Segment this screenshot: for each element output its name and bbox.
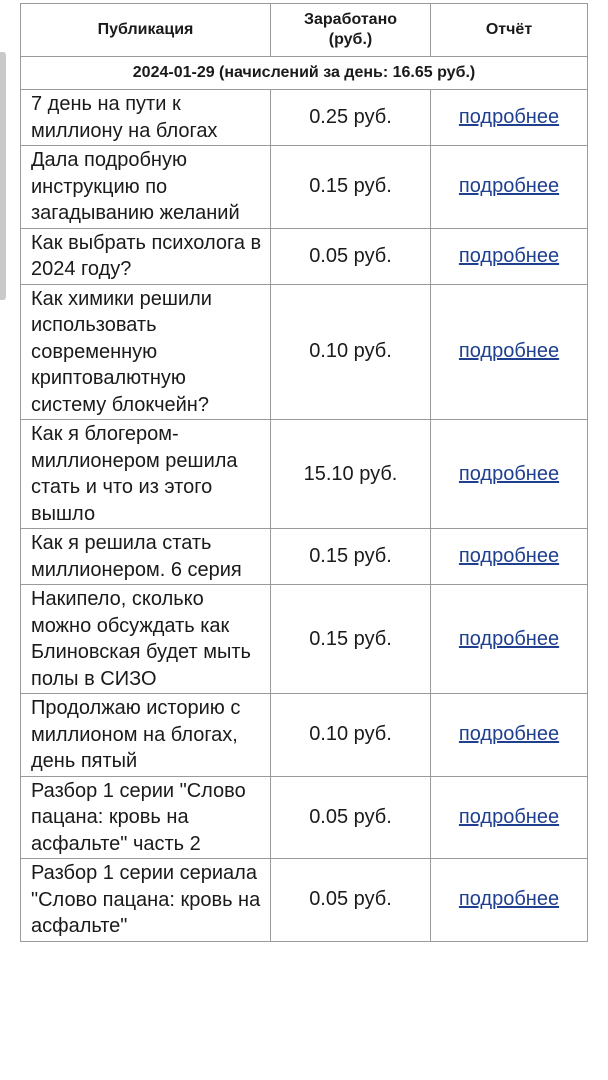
publication-title: Как химики решили использовать современную криптовалютную систему блокчейн? — [21, 284, 271, 420]
earned-amount: 0.10 руб. — [271, 284, 431, 420]
publication-title: Дала подробную инструкцию по загадыванию желаний — [21, 146, 271, 229]
report-cell — [431, 146, 588, 229]
publication-title: Как я блогером-миллионером решила стать и что из этого вышло — [21, 420, 271, 529]
details-link[interactable]: подробнее — [458, 805, 560, 828]
publication-title: Как я решила стать миллионером. 6 серия — [21, 529, 271, 585]
earned-amount: 0.15 руб. — [271, 146, 431, 229]
earned-amount: 0.05 руб. — [271, 776, 431, 859]
earned-amount: 15.10 руб. — [271, 420, 431, 529]
report-cell — [431, 585, 588, 694]
table-row — [21, 529, 588, 585]
header-report: Отчёт — [431, 4, 588, 57]
table-row — [21, 776, 588, 859]
publication-title: Разбор 1 серии "Слово пацана: кровь на асфальте" часть 2 — [21, 776, 271, 859]
report-cell — [431, 284, 588, 420]
earned-amount: 0.15 руб. — [271, 529, 431, 585]
earned-amount: 0.25 руб. — [271, 90, 431, 146]
earnings-table — [20, 3, 588, 942]
details-link[interactable]: подробнее — [458, 888, 560, 911]
earned-amount: 0.10 руб. — [271, 694, 431, 777]
details-link[interactable]: подробнее — [458, 627, 560, 650]
earned-amount: 0.05 руб. — [271, 228, 431, 284]
publication-title: 7 день на пути к миллиону на блогах — [21, 90, 271, 146]
day-summary: 2024-01-29 (начислений за день: 16.65 руб.) — [21, 57, 588, 90]
table-row — [21, 284, 588, 420]
report-cell — [431, 420, 588, 529]
report-cell — [431, 228, 588, 284]
table-row — [21, 228, 588, 284]
details-link[interactable]: подробнее — [458, 244, 560, 267]
header-earned-unit: (руб.) — [328, 31, 373, 48]
header-earned — [271, 4, 431, 57]
earned-amount: 0.05 руб. — [271, 859, 431, 942]
report-cell — [431, 859, 588, 942]
details-link[interactable]: подробнее — [458, 723, 560, 746]
report-cell — [431, 529, 588, 585]
header-publication: Публикация — [21, 4, 271, 57]
details-link[interactable]: подробнее — [458, 175, 560, 198]
table-header-row — [21, 4, 588, 57]
details-link[interactable]: подробнее — [458, 106, 560, 128]
publication-title: Продолжаю историю с миллионом на блогах, день пятый — [21, 694, 271, 777]
scroll-indicator[interactable] — [0, 52, 6, 300]
details-link[interactable]: подробнее — [458, 462, 560, 485]
table-row — [21, 146, 588, 229]
table-row — [21, 90, 588, 146]
report-cell — [431, 694, 588, 777]
table-row — [21, 859, 588, 942]
table-row — [21, 585, 588, 694]
details-link[interactable]: подробнее — [458, 545, 560, 567]
header-earned-label: Заработано — [303, 11, 398, 28]
table-row — [21, 420, 588, 529]
details-link[interactable]: подробнее — [458, 340, 560, 363]
publication-title: Накипело, сколько можно обсуждать как Блиновская будет мыть полы в СИЗО — [21, 585, 271, 694]
publication-title: Как выбрать психолога в 2024 году? — [21, 228, 271, 284]
publication-title: Разбор 1 серии сериала "Слово пацана: кровь на асфальте" — [21, 859, 271, 942]
day-summary-row — [21, 57, 588, 90]
report-cell — [431, 90, 588, 146]
report-cell — [431, 776, 588, 859]
earned-amount: 0.15 руб. — [271, 585, 431, 694]
table-row — [21, 694, 588, 777]
